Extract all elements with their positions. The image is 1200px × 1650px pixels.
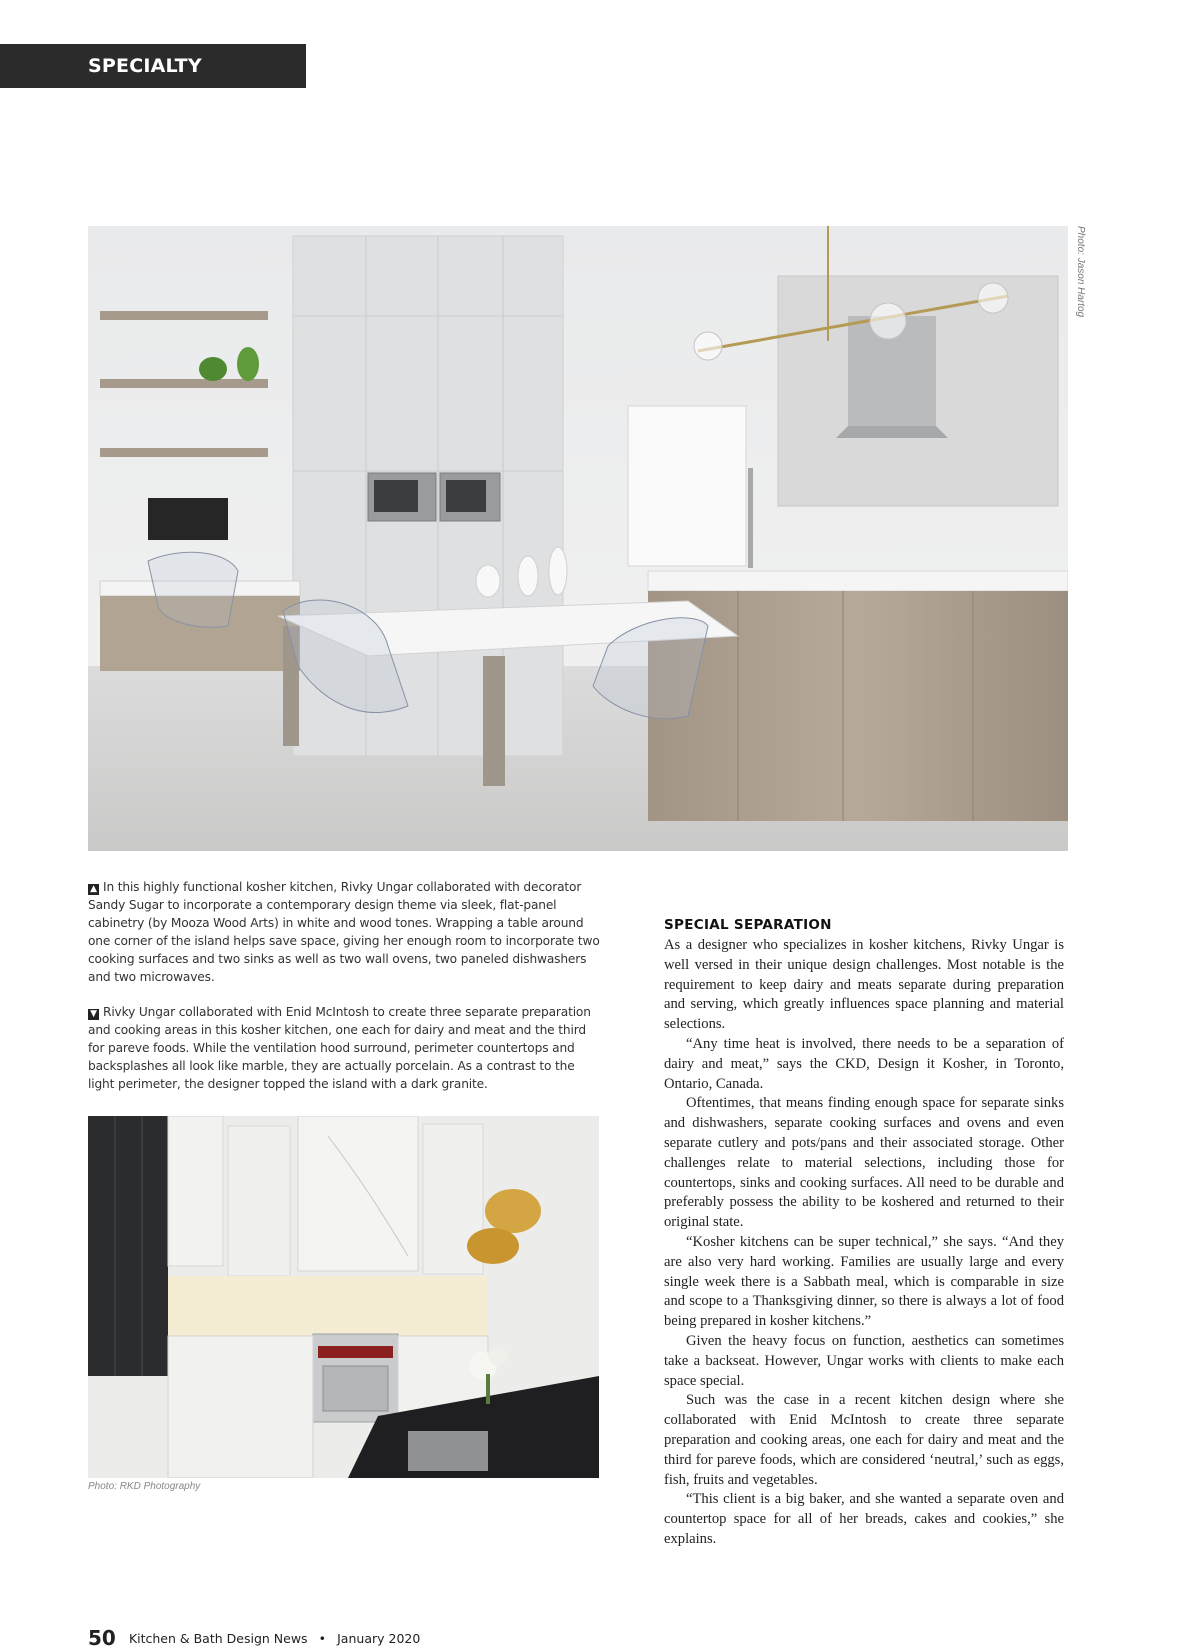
article-paragraph: Given the heavy focus on function, aesthetics can sometimes take a backseat. However, Ungar works with clients to make each space special. bbox=[664, 1332, 1064, 1389]
second-kitchen-photo bbox=[88, 1116, 599, 1478]
article-heading: SPECIAL SEPARATION bbox=[664, 917, 832, 933]
publication-name: Kitchen & Bath Design News bbox=[128, 1631, 308, 1646]
caption-second-text: Rivky Ungar collaborated with Enid McIntosh to create three separate preparation and cooking areas in this kosher kitchen, one each for dairy and meat and the third for pareve foods. While the ventilation hood surround, perimeter countertops and backsplashes all look like marble, they are actually porcelain. As a contrast to the light perimeter, the designer topped the island with a dark granite. bbox=[88, 1005, 591, 1091]
arrow-down-icon: ▼ bbox=[88, 1009, 99, 1020]
article-paragraph: As a designer who specializes in kosher kitchens, Rivky Ungar is well versed in their unique design challenges. Most notable is the requirement to keep dairy and meats separate during preparation and serving, which greatly influences space planning and material selections. bbox=[664, 937, 1064, 1033]
section-label: SPECIALTY KITCHENS bbox=[0, 44, 306, 88]
article-paragraph: Oftentimes, that means finding enough space for separate sinks and dishwashers, separate cooking surfaces and ovens and even separate cutlery and pots/pans and their associated storage. Other challenges relate to material selections, including those for countertops, sinks and cooking surfaces. All need to be durable and preferably possess the ability to be koshered and returned to their original state. bbox=[664, 1095, 1064, 1231]
issue-date: January 2020 bbox=[337, 1631, 421, 1646]
caption-main-photo bbox=[88, 878, 600, 986]
page-footer bbox=[88, 1626, 420, 1650]
footer-separator: • bbox=[318, 1631, 327, 1646]
main-photo-credit: Photo: Jason Hartog bbox=[1075, 226, 1086, 318]
article-body bbox=[664, 915, 1064, 1550]
article-paragraph: “Kosher kitchens can be super technical,” she says. “And they are also very hard working. Families are usually large and every single week there is a Sabbath meal, which is comparable in size and scope to a Thanksgiving dinner, so there is always a lot of food being prepared in kosher kitchens.” bbox=[664, 1233, 1064, 1330]
caption-second-photo bbox=[88, 1003, 600, 1093]
page-number: 50 bbox=[88, 1626, 116, 1650]
arrow-up-icon: ▲ bbox=[88, 884, 99, 895]
second-photo-credit: Photo: RKD Photography bbox=[88, 1481, 201, 1492]
article-paragraph: Such was the case in a recent kitchen design where she collaborated with Enid McIntosh to create three separate preparation and cooking areas, one each for dairy and meat and the third for pareve foods, which are considered ‘neutral,’ such as eggs, fish, fruits and vegetables. bbox=[664, 1392, 1064, 1488]
article-paragraph: “This client is a big baker, and she wanted a separate oven and countertop space for all of her breads, cakes and cookies,” she explains. bbox=[664, 1491, 1064, 1547]
article-paragraph: “Any time heat is involved, there needs to be a separation of dairy and meat,” says the CKD, Design it Kosher, in Toronto, Ontario, Canada. bbox=[664, 1035, 1064, 1092]
caption-main-text: In this highly functional kosher kitchen, Rivky Ungar collaborated with decorator Sandy Sugar to incorporate a contemporary design theme via sleek, flat-panel cabinetry (by Mooza Wood Arts) in white and wood tones. Wrapping a table around one corner of the island helps save space, giving her enough room to incorporate two cooking surfaces and two sinks as well as two wall ovens, two paneled dishwashers and two microwaves. bbox=[88, 880, 600, 984]
main-kitchen-photo bbox=[88, 226, 1068, 851]
